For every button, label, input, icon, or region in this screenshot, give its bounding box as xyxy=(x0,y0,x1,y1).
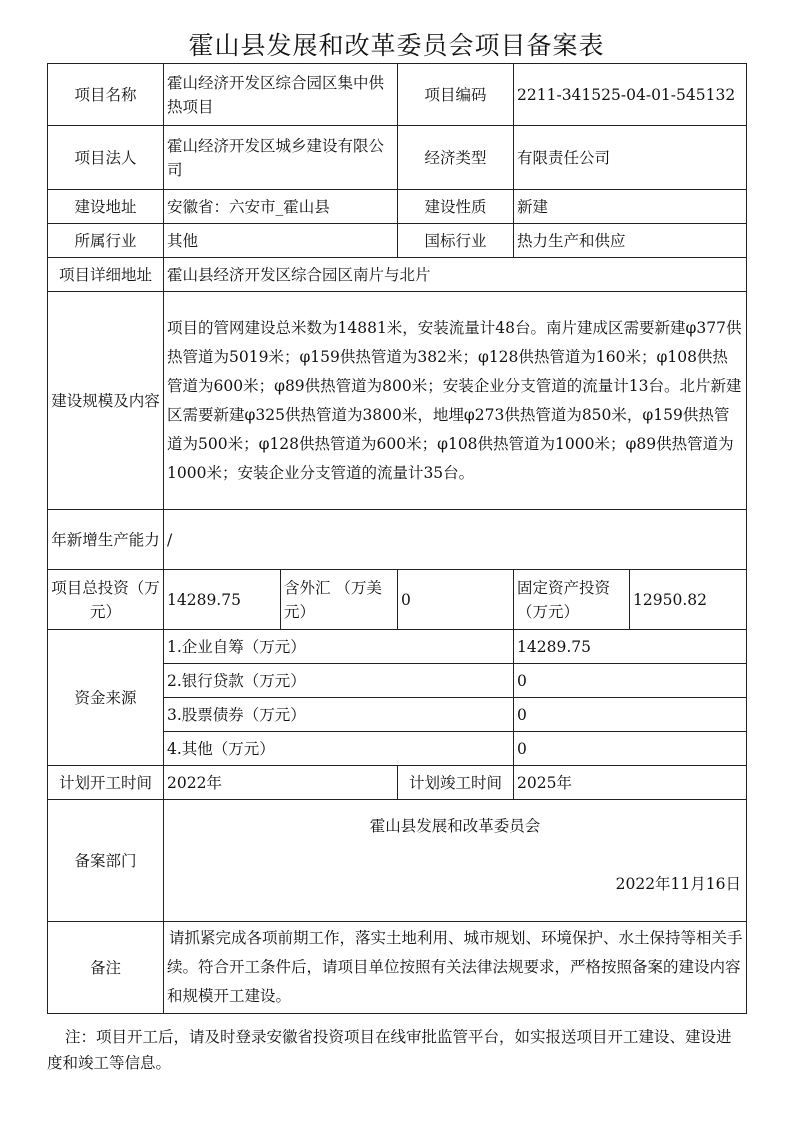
end-value: 2025年 xyxy=(514,766,747,800)
total-invest-value: 14289.75 xyxy=(164,570,281,630)
remark-value: 请抓紧完成各项前期工作，落实土地利用、城市规划、环境保护、水土保持等相关手续。符合开工条件后，请项目单位按照有关法律法规要求，严格按照备案的建设内容和规模开工建设。 xyxy=(164,922,747,1014)
national-industry-label: 国标行业 xyxy=(398,224,514,258)
funding-item-label: 4.其他（万元） xyxy=(164,732,514,766)
national-industry-value: 热力生产和供应 xyxy=(514,224,747,258)
table-row xyxy=(48,64,747,126)
table-row xyxy=(48,224,747,258)
table-row xyxy=(48,126,747,190)
table-row xyxy=(48,922,747,1014)
table-row xyxy=(48,510,747,570)
remark-label: 备注 xyxy=(48,922,164,1014)
total-invest-label: 项目总投资（万元） xyxy=(48,570,164,630)
industry-label: 所属行业 xyxy=(48,224,164,258)
table-row xyxy=(48,800,747,922)
table-row xyxy=(48,258,747,292)
funding-item-label: 2.银行贷款（万元） xyxy=(164,664,514,698)
table-row xyxy=(48,766,747,800)
dept-label: 备案部门 xyxy=(48,800,164,922)
table-row xyxy=(48,292,747,510)
detail-address-value: 霍山县经济开发区综合园区南片与北片 xyxy=(164,258,747,292)
funding-item-value: 0 xyxy=(514,698,747,732)
project-name-value: 霍山经济开发区综合园区集中供热项目 xyxy=(164,64,398,126)
start-label: 计划开工时间 xyxy=(48,766,164,800)
scale-value: 项目的管网建设总米数为14881米，安装流量计48台。南片建成区需要新建φ377供热管道为5019米；φ159供热管道为382米；φ128供热管道为160米；φ108供热管道为600米；φ89供热管道为800米；安装企业分支管道的流量计13台。北片新建区需要新建φ325供热管道为3800米，地埋φ273供热管道为850米，φ159供热管道为500米；φ128供热管道为600米；φ108供热管道为1000米；φ89供热管道为1000米；安装企业分支管道的流量计35台。 xyxy=(164,292,747,510)
detail-address-label: 项目详细地址 xyxy=(48,258,164,292)
capacity-value: / xyxy=(164,510,747,570)
fixed-assets-value: 12950.82 xyxy=(630,570,747,630)
table-row xyxy=(48,190,747,224)
project-code-value: 2211-341525-04-01-545132 xyxy=(514,64,747,126)
nature-label: 建设性质 xyxy=(398,190,514,224)
legal-person-label: 项目法人 xyxy=(48,126,164,190)
project-code-label: 项目编码 xyxy=(398,64,514,126)
industry-value: 其他 xyxy=(164,224,398,258)
project-name-label: 项目名称 xyxy=(48,64,164,126)
table-row xyxy=(48,570,747,630)
funding-item-value: 0 xyxy=(514,664,747,698)
site-value: 安徽省：六安市_霍山县 xyxy=(164,190,398,224)
dept-date: 2022年11月16日 xyxy=(615,875,742,893)
filing-table xyxy=(47,63,747,1014)
start-value: 2022年 xyxy=(164,766,398,800)
legal-person-value: 霍山经济开发区城乡建设有限公司 xyxy=(164,126,398,190)
funding-item-label: 3.股票债券（万元） xyxy=(164,698,514,732)
economic-type-label: 经济类型 xyxy=(398,126,514,190)
funding-item-label: 1.企业自筹（万元） xyxy=(164,630,514,664)
table-row xyxy=(48,630,747,664)
end-label: 计划竣工时间 xyxy=(398,766,514,800)
form-title: 霍山县发展和改革委员会项目备案表 xyxy=(188,31,605,60)
footnote: 注：项目开工后，请及时登录安徽省投资项目在线审批监管平台，如实报送项目开工建设、建设进度和竣工等信息。 xyxy=(47,1028,732,1072)
nature-value: 新建 xyxy=(514,190,747,224)
funding-item-value: 14289.75 xyxy=(514,630,747,664)
capacity-label: 年新增生产能力 xyxy=(48,510,164,570)
scale-label: 建设规模及内容 xyxy=(48,292,164,510)
dept-org: 霍山县发展和改革委员会 xyxy=(369,817,541,835)
dept-cell xyxy=(164,800,747,922)
forex-value: 0 xyxy=(398,570,514,630)
fixed-assets-label: 固定资产投资（万元） xyxy=(514,570,630,630)
site-label: 建设地址 xyxy=(48,190,164,224)
funding-label: 资金来源 xyxy=(48,630,164,766)
funding-item-value: 0 xyxy=(514,732,747,766)
forex-label: 含外汇 （万美元） xyxy=(281,570,398,630)
economic-type-value: 有限责任公司 xyxy=(514,126,747,190)
